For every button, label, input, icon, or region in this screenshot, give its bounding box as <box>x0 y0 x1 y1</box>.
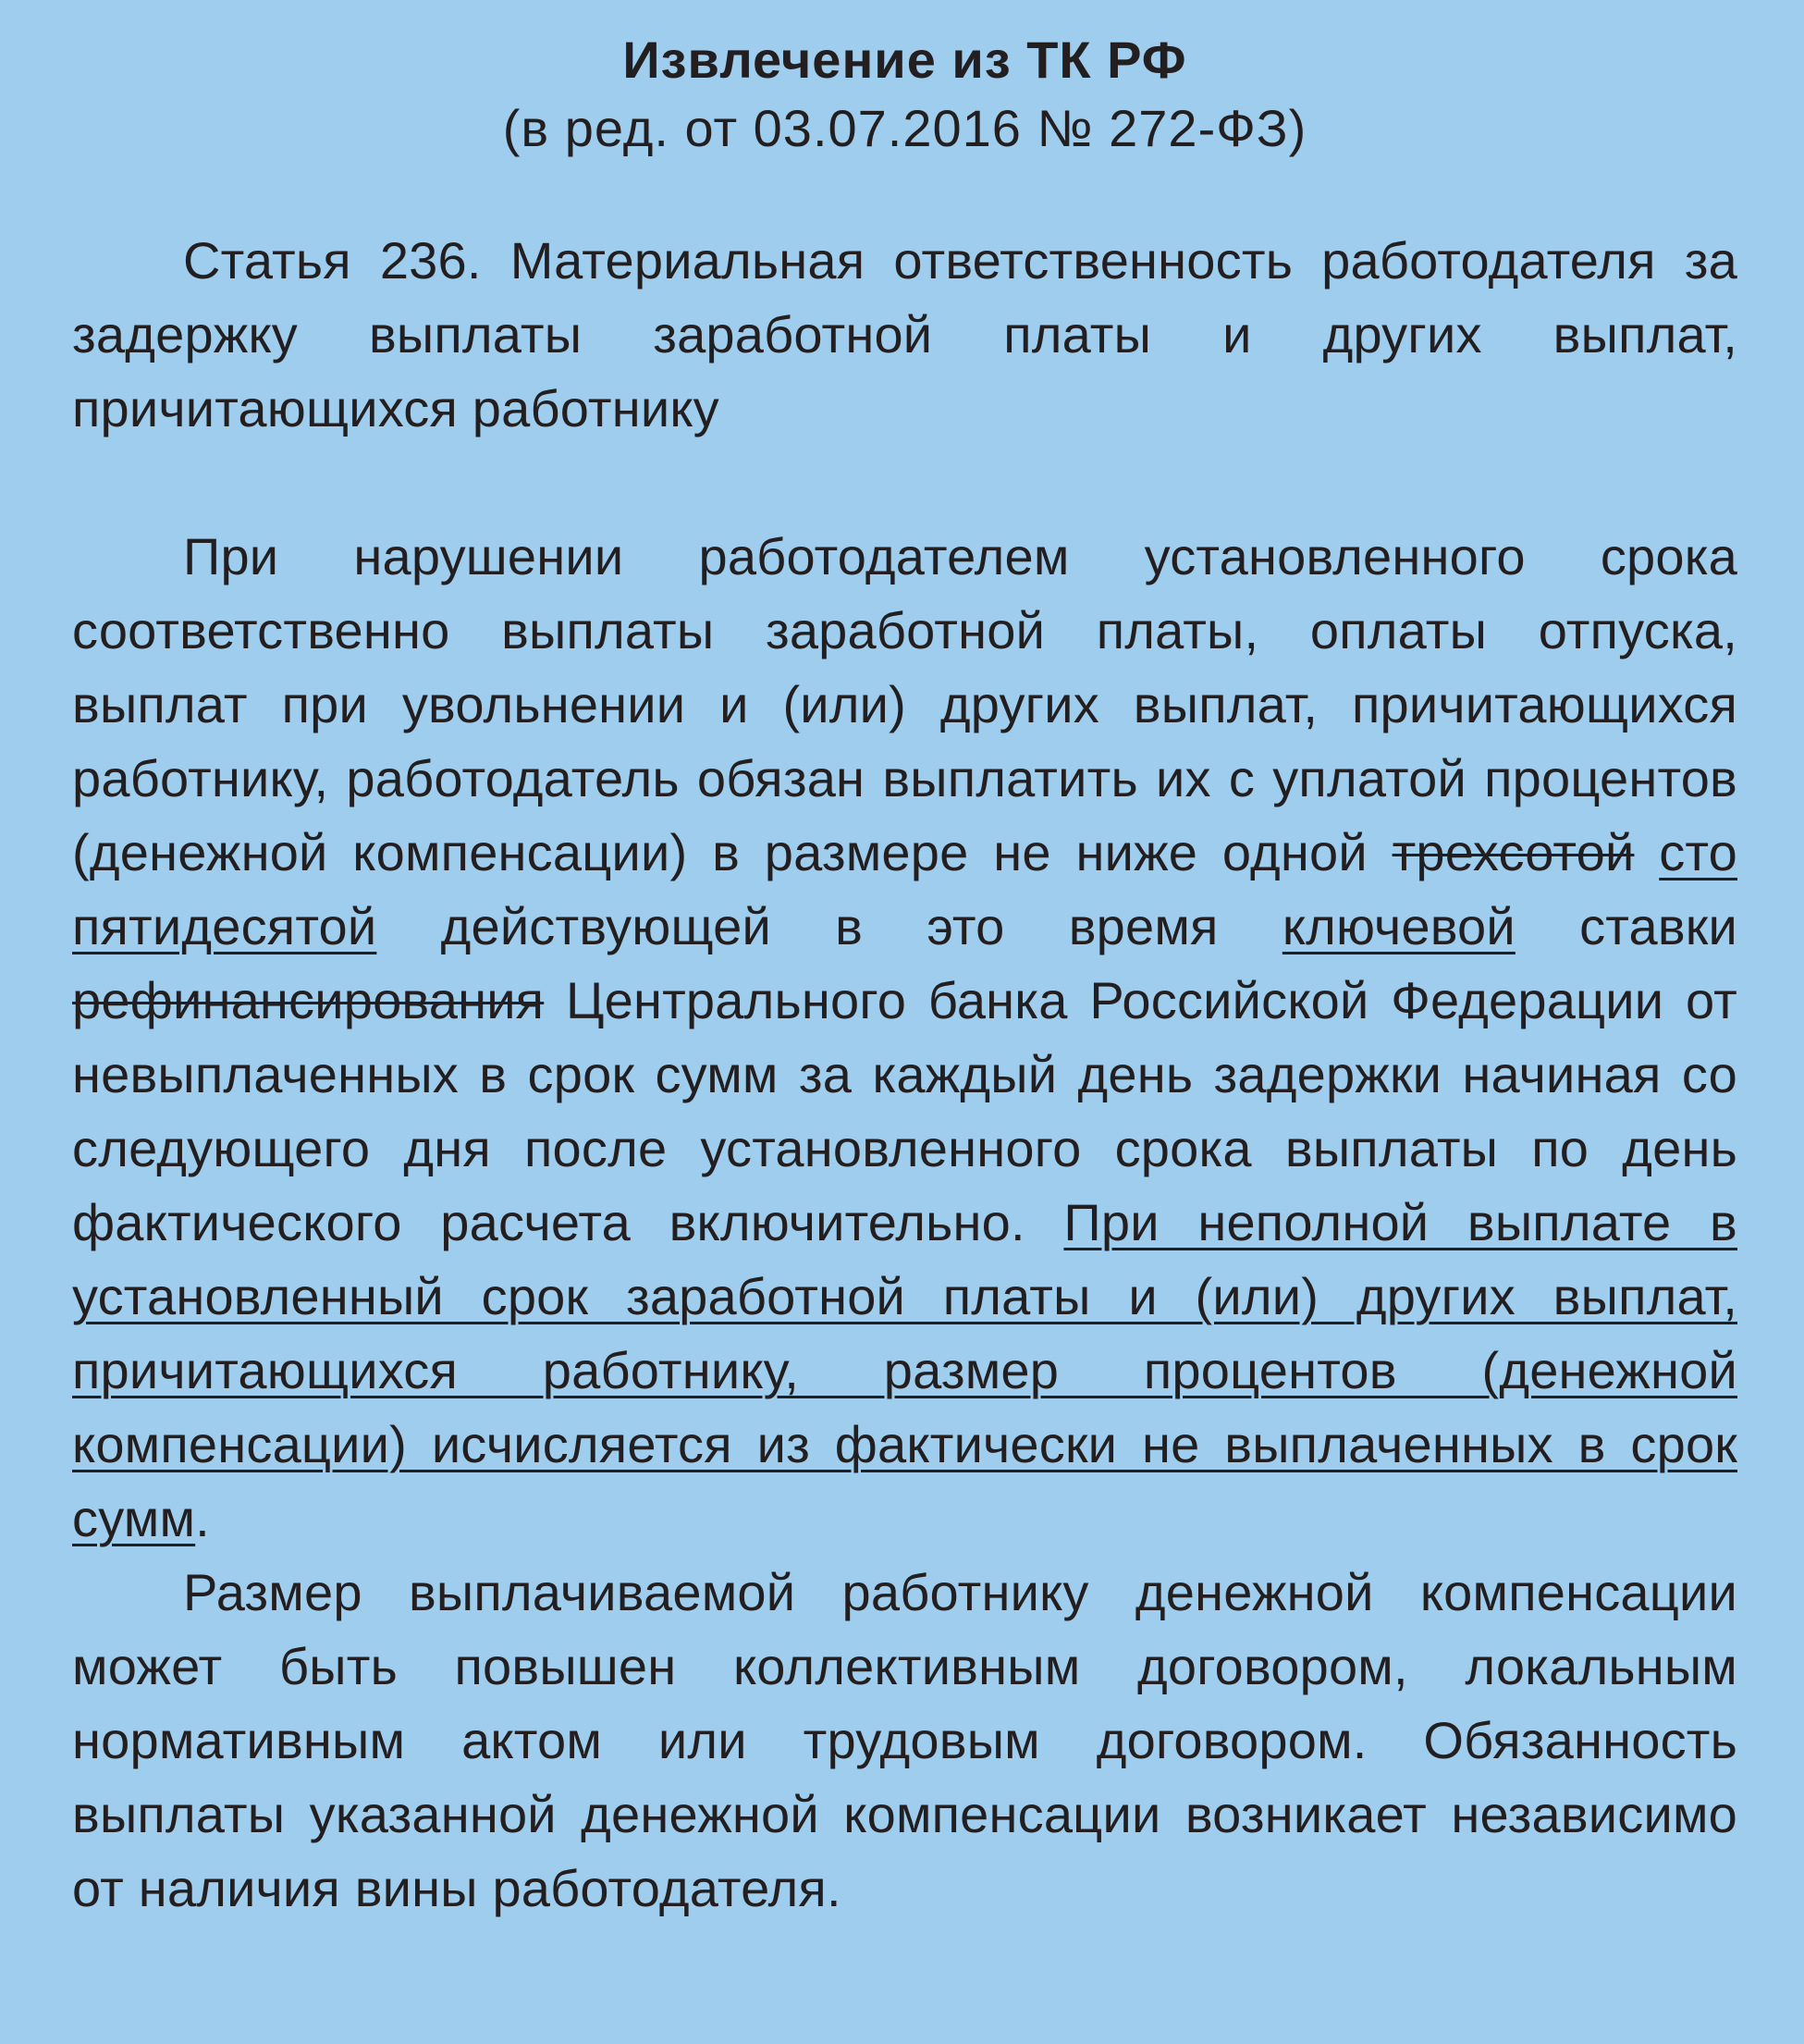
paragraph-text <box>1634 823 1659 881</box>
deleted-text: трехсотой <box>1392 823 1635 881</box>
article-heading: Статья 236. Материальная ответственность работодателя за задержку выплаты заработной платы и других выплат, причитающихся работнику <box>72 231 1737 437</box>
paragraph-text: действующей в это время <box>376 897 1282 955</box>
paragraph-text: ставки <box>1515 897 1737 955</box>
article-paragraph-1 <box>72 520 1737 1556</box>
paragraph-text: При нарушении работодателем установленного срока соответственно выплаты заработной платы, оплаты отпуска, выплат при увольнении и (или) других выплат, причитающихся работнику, работодатель обязан выплатить их с уплатой процентов (денежной компенсации) в размере не ниже одной <box>72 527 1737 881</box>
inserted-text: сто пятидесятой <box>72 823 1737 955</box>
document-subtitle: (в ред. от 03.07.2016 № 272-ФЗ) <box>502 99 1307 157</box>
article-paragraph-2: Размер выплачиваемой работнику денежной компенсации может быть повышен коллективным договором, локальным нормативным актом или трудовым договором. Обязанность выплаты указанной денежной компенсации возникает независимо от наличия вины работодателя. <box>72 1563 1737 1917</box>
document-header <box>72 26 1737 163</box>
paragraph-text: Центрального банка Российской Федерации от невыплаченных в срок сумм за каждый день задержки начиная со следующего дня после установленного срока выплаты по день фактического расчета включительно. <box>72 971 1737 1251</box>
document-title: Извлечение из ТК РФ <box>622 31 1187 89</box>
inserted-text: ключевой <box>1282 897 1516 955</box>
inserted-text: При неполной выплате в установленный срок заработной платы и (или) других выплат, причитающихся работнику, размер процентов (денежной компенсации) исчисляется из фактически не выплаченных в срок сумм <box>72 1193 1737 1547</box>
paragraph-text: . <box>195 1489 210 1547</box>
deleted-text: рефинансирования <box>72 971 545 1029</box>
